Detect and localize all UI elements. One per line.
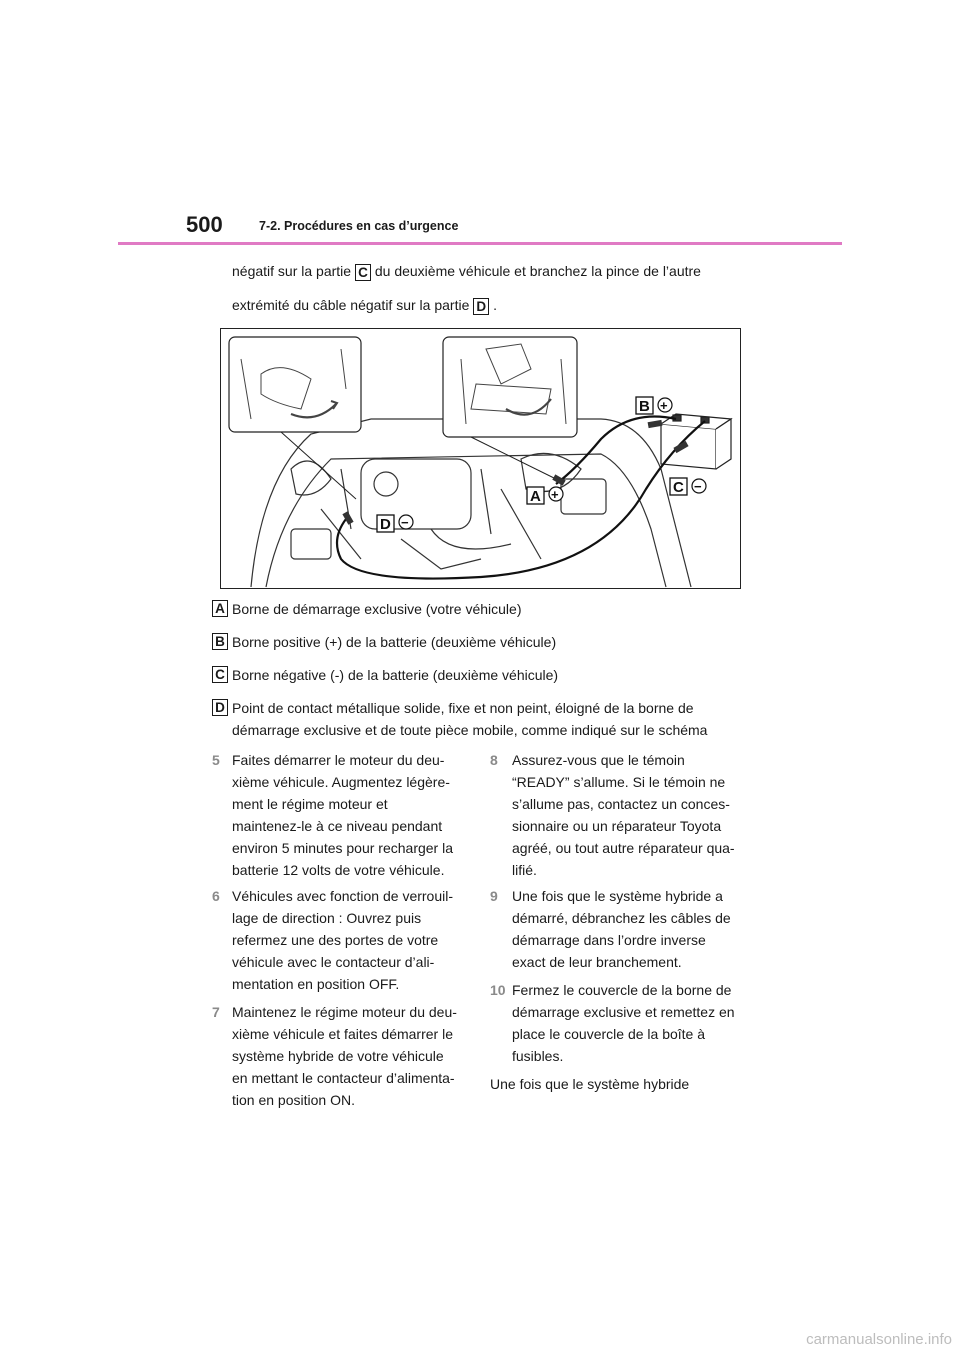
step-number: 8 [490,752,498,768]
step-line: place le couvercle de la boîte à [512,1026,706,1042]
label-box-c: C [355,264,371,281]
intro-text: extrémité du câble négatif sur la partie [232,297,474,313]
jumper-cables [337,417,705,579]
legend-text: Borne positive (+) de la batterie (deuxième véhicule) [232,634,557,650]
step-line: démarré, débranchez les câbles de [512,910,731,926]
engine-bay-illustration [220,328,741,589]
step-line: xième véhicule et faites démarrer le [232,1026,453,1042]
page-number: 500 [186,212,223,237]
legend-text: Borne de démarrage exclusive (votre véhicule) [232,601,522,617]
step-number: 6 [212,888,220,904]
step-line: Véhicules avec fonction de verrouil- [232,888,454,904]
legend-text: démarrage exclusive et de toute pièce mobile, comme indiqué sur le schéma [232,722,708,738]
step-line: maintenez-le à ce niveau pendant [232,818,443,834]
closing-text: Une fois que le système hybride [490,1076,690,1092]
step-line: Fermez le couvercle de la borne de [512,982,732,998]
step-line: s’allume pas, contactez un conces- [512,796,730,812]
step-line: Faites démarrer le moteur du deu- [232,752,445,768]
header-rule [118,242,842,245]
intro-text: négatif sur la partie [232,263,355,279]
step-line: lage de direction : Ouvrez puis [232,910,422,926]
diagram-label-a: A [530,488,541,505]
plus-symbol-a: + [551,487,559,502]
minus-symbol-d: − [401,515,409,530]
step-line: xième véhicule. Augmentez légère- [232,774,450,790]
negative-cable [337,421,705,579]
oil-cap [374,472,398,496]
step-line: lifié. [512,862,537,878]
legend-text: Point de contact métallique solide, fixe et non peint, éloigné de la borne de [232,700,694,716]
step-line: Maintenez le régime moteur du deu- [232,1004,457,1020]
diagram-label-c: C [673,479,684,496]
legend-text: Borne négative (-) de la batterie (deuxième véhicule) [232,667,559,683]
step-line: tion en position ON. [232,1092,355,1108]
step-line: exact de leur branchement. [512,954,682,970]
step-line: système hybride de votre véhicule [232,1048,444,1064]
intro-line-1 [232,261,701,281]
step-line: sionnaire ou un réparateur Toyota [512,818,722,834]
step-number: 5 [212,752,220,768]
step-line: mentation en position OFF. [232,976,400,992]
diagram-label-b: B [639,398,650,415]
intro-text: . [489,297,498,313]
step-line: batterie 12 volts de votre véhicule. [232,862,445,878]
step-line: environ 5 minutes pour recharger la [232,840,454,856]
jump-start-diagram [221,329,740,588]
label-box-d: D [473,298,489,315]
legend-key: A [212,600,228,617]
step-line: fusibles. [512,1048,564,1064]
plus-symbol-b: + [660,398,668,413]
second-battery [661,414,731,469]
step-number: 7 [212,1004,220,1020]
step-line: ment le régime moteur et [232,796,388,812]
step-line: en mettant le contacteur d’alimenta- [232,1070,455,1086]
diagram-label-d: D [380,516,391,533]
step-line: véhicule avec le contacteur d’ali- [232,954,435,970]
step-line: Une fois que le système hybride a [512,888,723,904]
minus-symbol-c: − [694,479,702,494]
step-line: Assurez-vous que le témoin [512,752,685,768]
step-line: refermez une des portes de votre [232,932,439,948]
step-number: 9 [490,888,498,904]
watermark: carmanualsonline.info [806,1331,952,1348]
step-number: 10 [490,982,506,998]
legend-key: C [212,666,228,683]
closing-paragraph [490,1073,689,1095]
section-title: 7-2. Procédures en cas d’urgence [259,219,459,233]
step-line: “READY” s’allume. Si le témoin ne [512,774,726,790]
step-line: démarrage exclusive et remettez en [512,1004,735,1020]
intro-text: du deuxième véhicule et branchez la pince de l’autre [370,263,701,279]
intro-line-2 [232,295,497,315]
legend-key: B [212,633,228,650]
legend-key: D [212,699,228,716]
step-line: agréé, ou tout autre réparateur qua- [512,840,735,856]
step-line: démarrage dans l’ordre inverse [512,932,706,948]
